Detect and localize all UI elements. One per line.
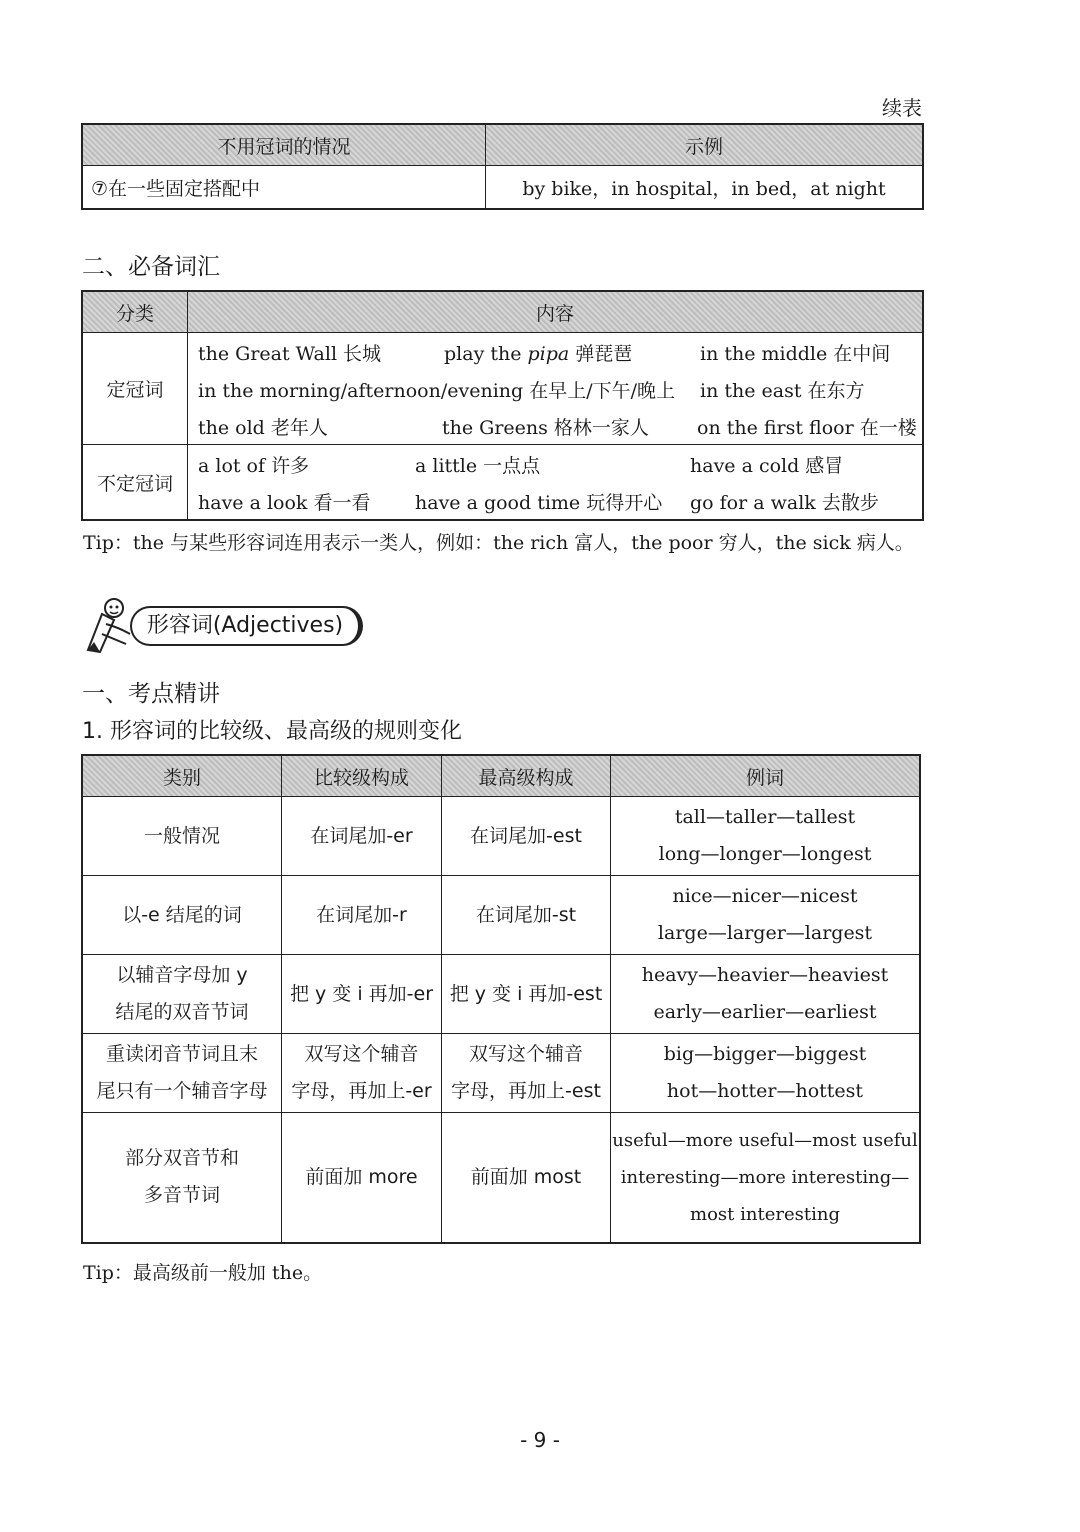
vocab-row: [188, 445, 922, 482]
comparative-line: 双写这个辅音: [304, 1043, 419, 1065]
example-line: most interesting: [690, 1203, 840, 1225]
vocab-item: on the first floor 在一楼: [697, 417, 917, 439]
example-line: heavy—heavier—heaviest: [641, 964, 889, 986]
comparative-cell: 把 y 变 i 再加-er: [282, 955, 442, 1034]
category-cell: 以-e 结尾的词: [82, 876, 282, 955]
vocab-item: the Greens 格林一家人: [442, 417, 649, 439]
superlative-cell: 在词尾加-st: [442, 876, 611, 955]
vocab-row: [188, 333, 922, 370]
example-cell: by bike，in hospital，in bed，at night: [486, 166, 924, 210]
superlative-cell: 在词尾加-est: [442, 797, 611, 876]
comparative-cell: 前面加 more: [282, 1113, 442, 1243]
examples-cell: [611, 955, 921, 1034]
subsection-title: 1. 形容词的比较级、最高级的规则变化: [82, 719, 462, 744]
header-category: 分类: [82, 291, 188, 333]
comparative-cell: [282, 1034, 442, 1113]
table-row: [82, 1034, 920, 1113]
category-indefinite: 不定冠词: [82, 445, 188, 521]
tip-superlative: Tip：最高级前一般加 the。: [83, 1262, 323, 1284]
adjectives-title: 形容词(Adjectives): [130, 606, 363, 646]
example-line: long—longer—longest: [658, 843, 872, 865]
vocab-item: have a look 看一看: [198, 492, 371, 514]
situation-cell: ⑦在一些固定搭配中: [82, 166, 486, 210]
category-line: 结尾的双音节词: [115, 1001, 249, 1023]
vocab-row: [188, 407, 922, 444]
category-cell: [82, 1113, 282, 1243]
vocab-item: [444, 339, 632, 366]
example-line: nice—nicer—nicest: [672, 885, 858, 907]
comparative-line: 字母，再加上-er: [291, 1080, 432, 1102]
vocab-item-part: 弹琵琶: [575, 343, 633, 365]
category-line: 以辅音字母加 y: [116, 964, 248, 986]
table-row: [82, 955, 920, 1034]
superlative-cell: 把 y 变 i 再加-est: [442, 955, 611, 1034]
examples-cell: [611, 876, 921, 955]
table-row: [82, 1113, 920, 1243]
example-line: interesting—more interesting—: [620, 1166, 910, 1188]
header-category: 类别: [82, 755, 282, 797]
vocab-item: in the morning/afternoon/evening 在早上/下午/晚上: [198, 380, 676, 402]
page-number: - 9 -: [520, 1428, 560, 1452]
vocab-row: [188, 482, 922, 519]
section-title-key-points: 一、考点精讲: [82, 681, 220, 707]
superlative-line: 双写这个辅音: [468, 1043, 583, 1065]
table-row: [82, 876, 920, 955]
category-cell: 一般情况: [82, 797, 282, 876]
tip-articles: Tip：the 与某些形容词连用表示一类人，例如：the rich 富人，the poor 穷人，the sick 病人。: [83, 532, 914, 554]
section-title-vocab: 二、必备词汇: [82, 254, 220, 280]
category-line: 重读闭音节词且末: [105, 1043, 258, 1065]
vocab-item: the Great Wall 长城: [198, 343, 382, 365]
no-article-table: [81, 123, 924, 210]
superlative-cell: [442, 1034, 611, 1113]
example-line: tall—taller—tallest: [674, 806, 856, 828]
header-comparative: 比较级构成: [282, 755, 442, 797]
category-definite: 定冠词: [82, 333, 188, 445]
comparative-cell: 在词尾加-r: [282, 876, 442, 955]
category-line: 部分双音节和: [124, 1147, 239, 1170]
indefinite-content: [188, 445, 924, 521]
superlative-cell: 前面加 most: [442, 1113, 611, 1243]
superlative-line: 字母，再加上-est: [451, 1080, 601, 1102]
header-superlative: 最高级构成: [442, 755, 611, 797]
definite-content: [188, 333, 924, 445]
example-line: big—bigger—biggest: [663, 1043, 867, 1065]
comparative-cell: 在词尾加-er: [282, 797, 442, 876]
vocab-item: go for a walk 去散步: [690, 492, 879, 514]
examples-cell: [611, 1034, 921, 1113]
example-line: hot—hotter—hottest: [666, 1080, 864, 1102]
example-line: early—earlier—earliest: [653, 1001, 877, 1023]
vocab-item: a lot of 许多: [198, 455, 310, 477]
category-cell: [82, 1034, 282, 1113]
vocab-table: [81, 290, 924, 521]
example-line: useful—more useful—most useful: [612, 1129, 918, 1151]
example-line: large—larger—largest: [657, 922, 873, 944]
table-row: [82, 797, 920, 876]
vocab-item-part: play the: [444, 343, 522, 365]
vocab-item: in the east 在东方: [700, 380, 865, 402]
adjectives-banner: [80, 594, 370, 656]
category-cell: [82, 955, 282, 1034]
header-content: 内容: [188, 291, 924, 333]
vocab-row: [188, 370, 922, 407]
vocab-item: the old 老年人: [198, 417, 328, 439]
vocab-item: a little 一点点: [415, 455, 541, 477]
header-examples: 例词: [611, 755, 921, 797]
category-line: 尾只有一个辅音字母: [96, 1080, 268, 1102]
vocab-item: have a good time 玩得开心: [415, 492, 663, 514]
vocab-item: in the middle 在中间: [700, 343, 891, 365]
header-example: 示例: [486, 124, 924, 166]
continued-table-label: 续表: [882, 96, 922, 120]
header-situation: 不用冠词的情况: [82, 124, 486, 166]
examples-cell: [611, 1113, 921, 1243]
category-line: 多音节词: [143, 1184, 220, 1207]
adjective-forms-table: [81, 754, 921, 1244]
vocab-item-italic: pipa: [527, 343, 570, 365]
vocab-item: have a cold 感冒: [690, 455, 844, 477]
examples-cell: [611, 797, 921, 876]
